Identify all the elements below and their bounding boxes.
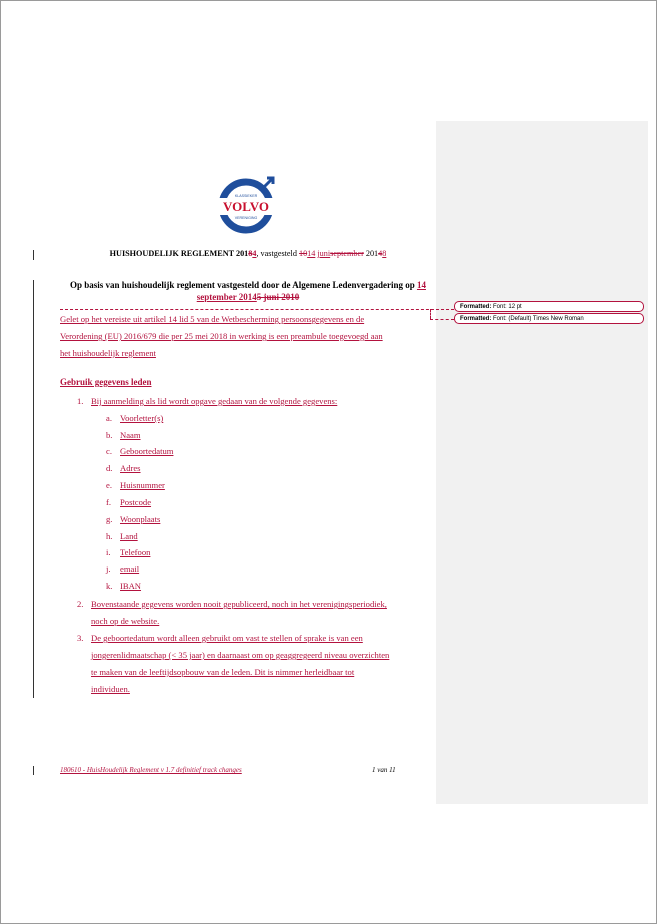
change-bar bbox=[33, 250, 34, 260]
change-bar bbox=[33, 766, 34, 775]
comment-connector bbox=[430, 319, 454, 320]
comment-connector bbox=[430, 309, 431, 319]
sub-item: d. Adres bbox=[106, 463, 141, 473]
formatting-balloon[interactable]: Formatted: Font: 12 pt bbox=[454, 301, 644, 312]
sub-item: i. Telefoon bbox=[106, 547, 151, 557]
preamble-heading: Op basis van huishoudelijk reglement vastgesteld door de Algemene Ledenvergadering op 14 september 20145 juni 2010 bbox=[70, 280, 426, 302]
list-item-2: 2. Bovenstaande gegevens worden nooit gepubliceerd, noch in het verenigingsperiodiek, noch op de website. bbox=[77, 599, 387, 626]
list-item-3: 3. De geboortedatum wordt alleen gebruikt om vast te stellen of sprake is van een jongerenlidmaatschap (< 35 jaar) en daarnaast om op geaggregeerd niveau overzichten te maken van de leeftijdsopbouw van de leden. Dit is nimmer herleidbaar tot individuen. bbox=[77, 633, 390, 694]
preamble-paragraph: Gelet op het vereiste uit artikel 14 lid 5 van de Wetbescherming persoonsgegevens en de Verordening (EU) 2016/679 die per 25 mei 2018 in werking is een preambule toegevoegd aan het huishoudelijk reglement bbox=[60, 314, 383, 358]
sub-item: j. email bbox=[106, 564, 140, 574]
sub-item: f. Postcode bbox=[106, 497, 152, 507]
sub-item: e. Huisnummer bbox=[106, 480, 165, 490]
sub-item: c. Geboortedatum bbox=[106, 446, 174, 456]
document-title: HUISHOUDELIJK REGLEMENT 20184, vastgesteld 1014 juniseptember 20148 bbox=[109, 249, 387, 258]
sub-item: a. Voorletter(s) bbox=[106, 413, 164, 423]
formatting-balloon[interactable]: Formatted: Font: (Default) Times New Roman bbox=[454, 313, 644, 324]
change-bar bbox=[33, 280, 34, 698]
svg-text:KLASSIEKER: KLASSIEKER bbox=[234, 194, 258, 198]
sub-item: k. IBAN bbox=[106, 581, 142, 591]
sub-item: g. Woonplaats bbox=[106, 514, 161, 524]
sub-item: b. Naam bbox=[106, 430, 141, 440]
section-title: Gebruik gegevens leden bbox=[60, 377, 152, 387]
svg-text:VERENIGING: VERENIGING bbox=[234, 216, 258, 220]
page-footer bbox=[60, 766, 436, 774]
footer-filename: 180610 - HuisHoudelijk Reglement v 1.7 definitief track changes bbox=[60, 766, 242, 774]
volvo-club-logo bbox=[211, 176, 281, 236]
sub-item: h. Land bbox=[106, 531, 138, 541]
list-item-1: 1. Bij aanmelding als lid wordt opgave gedaan van de volgende gegevens: bbox=[77, 396, 338, 406]
page-number: 1 van 11 bbox=[372, 766, 396, 774]
svg-text:VOLVO: VOLVO bbox=[223, 199, 269, 214]
markup-pane bbox=[436, 121, 648, 804]
comment-connector bbox=[60, 309, 454, 310]
